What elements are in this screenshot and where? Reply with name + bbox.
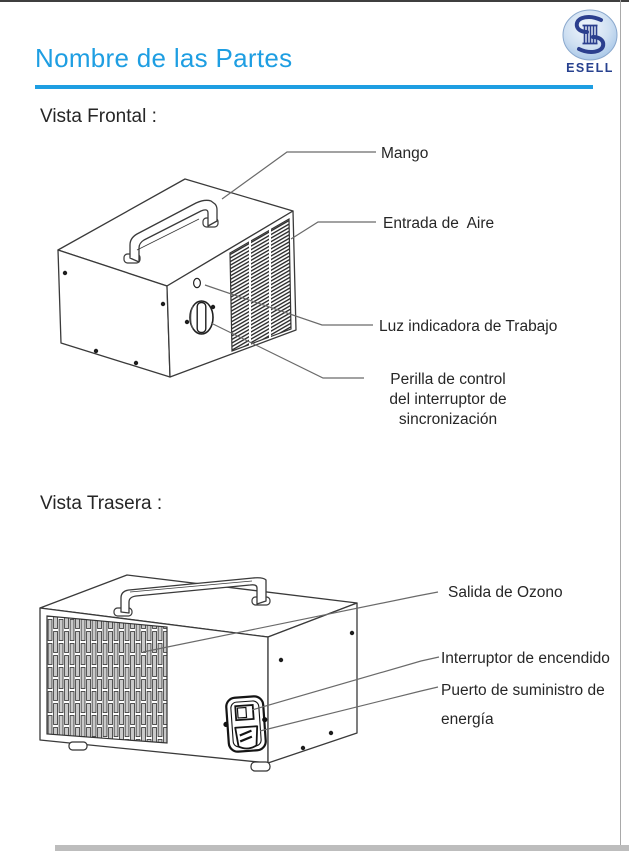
page-title: Nombre de las Partes (35, 43, 293, 73)
leader-entrada (291, 222, 376, 239)
label-perilla-line2: del interruptor de (389, 391, 507, 408)
label-perilla-line1: Perilla de control (390, 371, 506, 388)
label-mango: Mango (381, 145, 429, 162)
page-top-rule (0, 0, 629, 2)
front-view-drawing (0, 130, 629, 450)
front-view-heading: Vista Frontal : (40, 106, 157, 127)
page-bottom-bar (55, 845, 629, 851)
power-inlet-module (222, 696, 270, 753)
label-interruptor: Interruptor de encendido (441, 650, 610, 667)
leader-mango (222, 152, 376, 199)
ozone-outlet-vent-panel (47, 616, 167, 743)
label-puerto-line1: Puerto de suministro de (441, 682, 605, 699)
label-puerto-line2: energía (441, 711, 494, 728)
esell-logo-icon (560, 8, 620, 62)
label-perilla-line3: sincronización (398, 411, 498, 428)
label-entrada: Entrada de Aire (383, 215, 495, 232)
rear-view-heading: Vista Trasera : (40, 493, 163, 514)
power-switch (235, 705, 253, 720)
label-perilla (372, 370, 524, 430)
power-socket (235, 726, 258, 749)
title-underline (35, 85, 593, 89)
label-salida: Salida de Ozono (448, 584, 563, 601)
work-indicator-light (194, 278, 201, 287)
timer-control-knob (190, 301, 213, 334)
label-luz: Luz indicadora de Trabajo (379, 318, 558, 335)
esell-logo-wordmark: ESELL (566, 61, 614, 75)
